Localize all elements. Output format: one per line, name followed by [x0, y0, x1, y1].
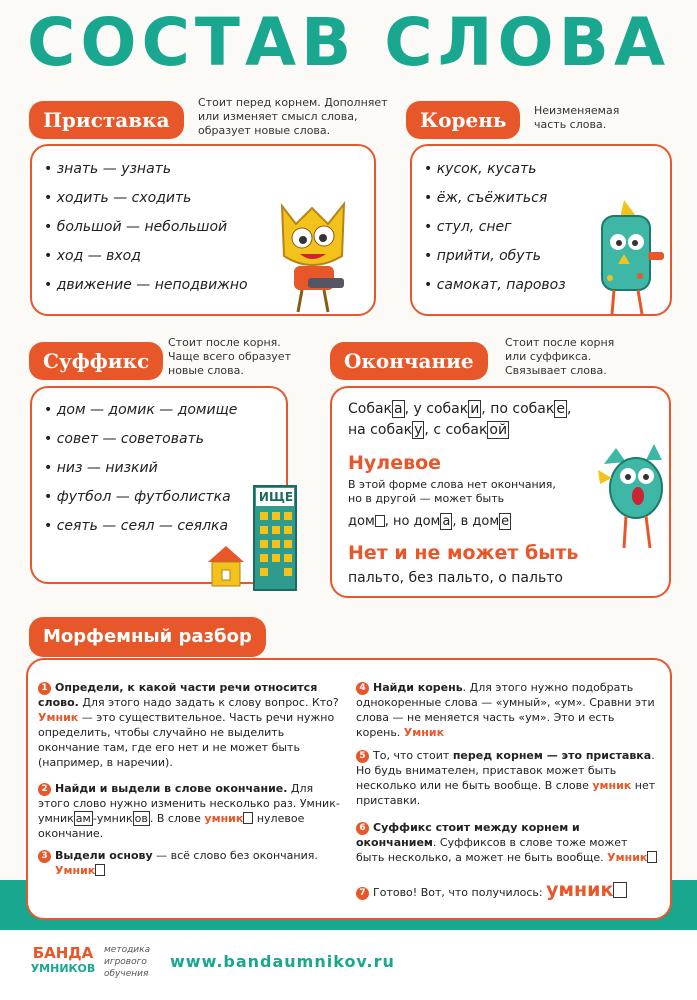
- step-4: 4 Найди корень. Для этого нужно подобрать однокоренные слова — «умный», «ум». Сравни эти слова — не меняется часть «ум». Это и есть корень. Умник: [356, 681, 655, 739]
- building-sign: ИЩЕ: [258, 490, 294, 504]
- list-item: • совет — советовать: [44, 425, 237, 454]
- step-7: 7 Готово! Вот, что получилось: умник: [356, 882, 658, 900]
- step-6: 6 Суффикс стоит между корнем и окончанием. Суффиксов в слове тоже может быть несколько, а может не быть вообще. Умник: [356, 820, 658, 865]
- website-link[interactable]: www.bandaumnikov.ru: [170, 952, 395, 971]
- prefix-character-illustration: [272, 196, 354, 314]
- list-item: • большой — небольшой: [44, 213, 248, 242]
- list-item: • знать — узнать: [44, 155, 248, 184]
- suffix-note: Стоит после корня. Чаще всего образует новые слова.: [168, 336, 291, 377]
- list-item: • движение — неподвижно: [44, 271, 248, 300]
- list-item: • футбол — футболистка: [44, 483, 237, 512]
- root-note: Неизменяемая часть слова.: [534, 104, 620, 131]
- step-3: 3 Выдели основу — всё слово без окончания. Умник: [38, 848, 340, 878]
- list-item: • стул, снег: [424, 213, 566, 242]
- morph-label: Морфемный разбор: [29, 617, 266, 657]
- list-item: • сеять — сеял — сеялка: [44, 512, 237, 541]
- prefix-examples: [44, 155, 248, 300]
- list-item: • низ — низкий: [44, 454, 237, 483]
- zero-ending-example: дом , но дом а , в дом е: [348, 514, 510, 529]
- logo-tagline: методика игрового обучения: [104, 945, 151, 979]
- ending-character-illustration: [596, 440, 672, 552]
- list-item: • ёж, съёжиться: [424, 184, 566, 213]
- list-item: • самокат, паровоз: [424, 271, 566, 300]
- step-1: 1 Определи, к какой части речи относится слово. Для этого надо задать к слову вопрос. Кто? Умник — это существительное. Часть речи нужно определить, чтобы случайно не выделить окончание там, где его нет и не может быть (например, в наречии).: [38, 681, 339, 769]
- list-item: • ходить — сходить: [44, 184, 248, 213]
- suffix-label: Суффикс: [29, 342, 163, 380]
- list-item: • прийти, обуть: [424, 242, 566, 271]
- prefix-note: Стоит перед корнем. Дополняет или изменяет смысл слова, образует новые слова.: [198, 96, 388, 137]
- list-item: • дом — домик — домище: [44, 396, 237, 425]
- zero-ending-title: Нулевое: [348, 452, 442, 474]
- root-examples: [424, 155, 566, 300]
- zero-ending-text: В этой форме слова нет окончания, но в другой — может быть: [348, 478, 556, 505]
- list-item: • ход — вход: [44, 242, 248, 271]
- ending-note: Стоит после корня или суффикса. Связывает слова.: [505, 336, 615, 377]
- no-ending-text: пальто, без пальто, о пальто: [348, 570, 563, 586]
- step-2: 2 Найди и выдели в слове окончание. Для этого слово нужно изменить несколько раз. Умник-умник ам -умник ов . В слове умник нулевое окончание.: [38, 782, 340, 840]
- page-title: СОСТАВ СЛОВА: [26, 4, 671, 81]
- no-ending-title: Нет и не может быть: [348, 542, 579, 564]
- logo: БАНДА УМНИКОВ: [30, 944, 96, 975]
- step-5: 5 То, что стоит перед корнем — это приставка. Но будь внимателен, приставок может быть несколько или не быть вообще. В слове умник нет приставки.: [356, 749, 656, 807]
- ending-label: Окончание: [330, 342, 488, 380]
- root-label: Корень: [406, 101, 520, 139]
- prefix-label: Приставка: [29, 101, 184, 139]
- ending-examples: Собак а , у собак и , по собак е , на собак у , с собак ой: [348, 401, 572, 438]
- root-character-illustration: [590, 196, 668, 318]
- list-item: • кусок, кусать: [424, 155, 566, 184]
